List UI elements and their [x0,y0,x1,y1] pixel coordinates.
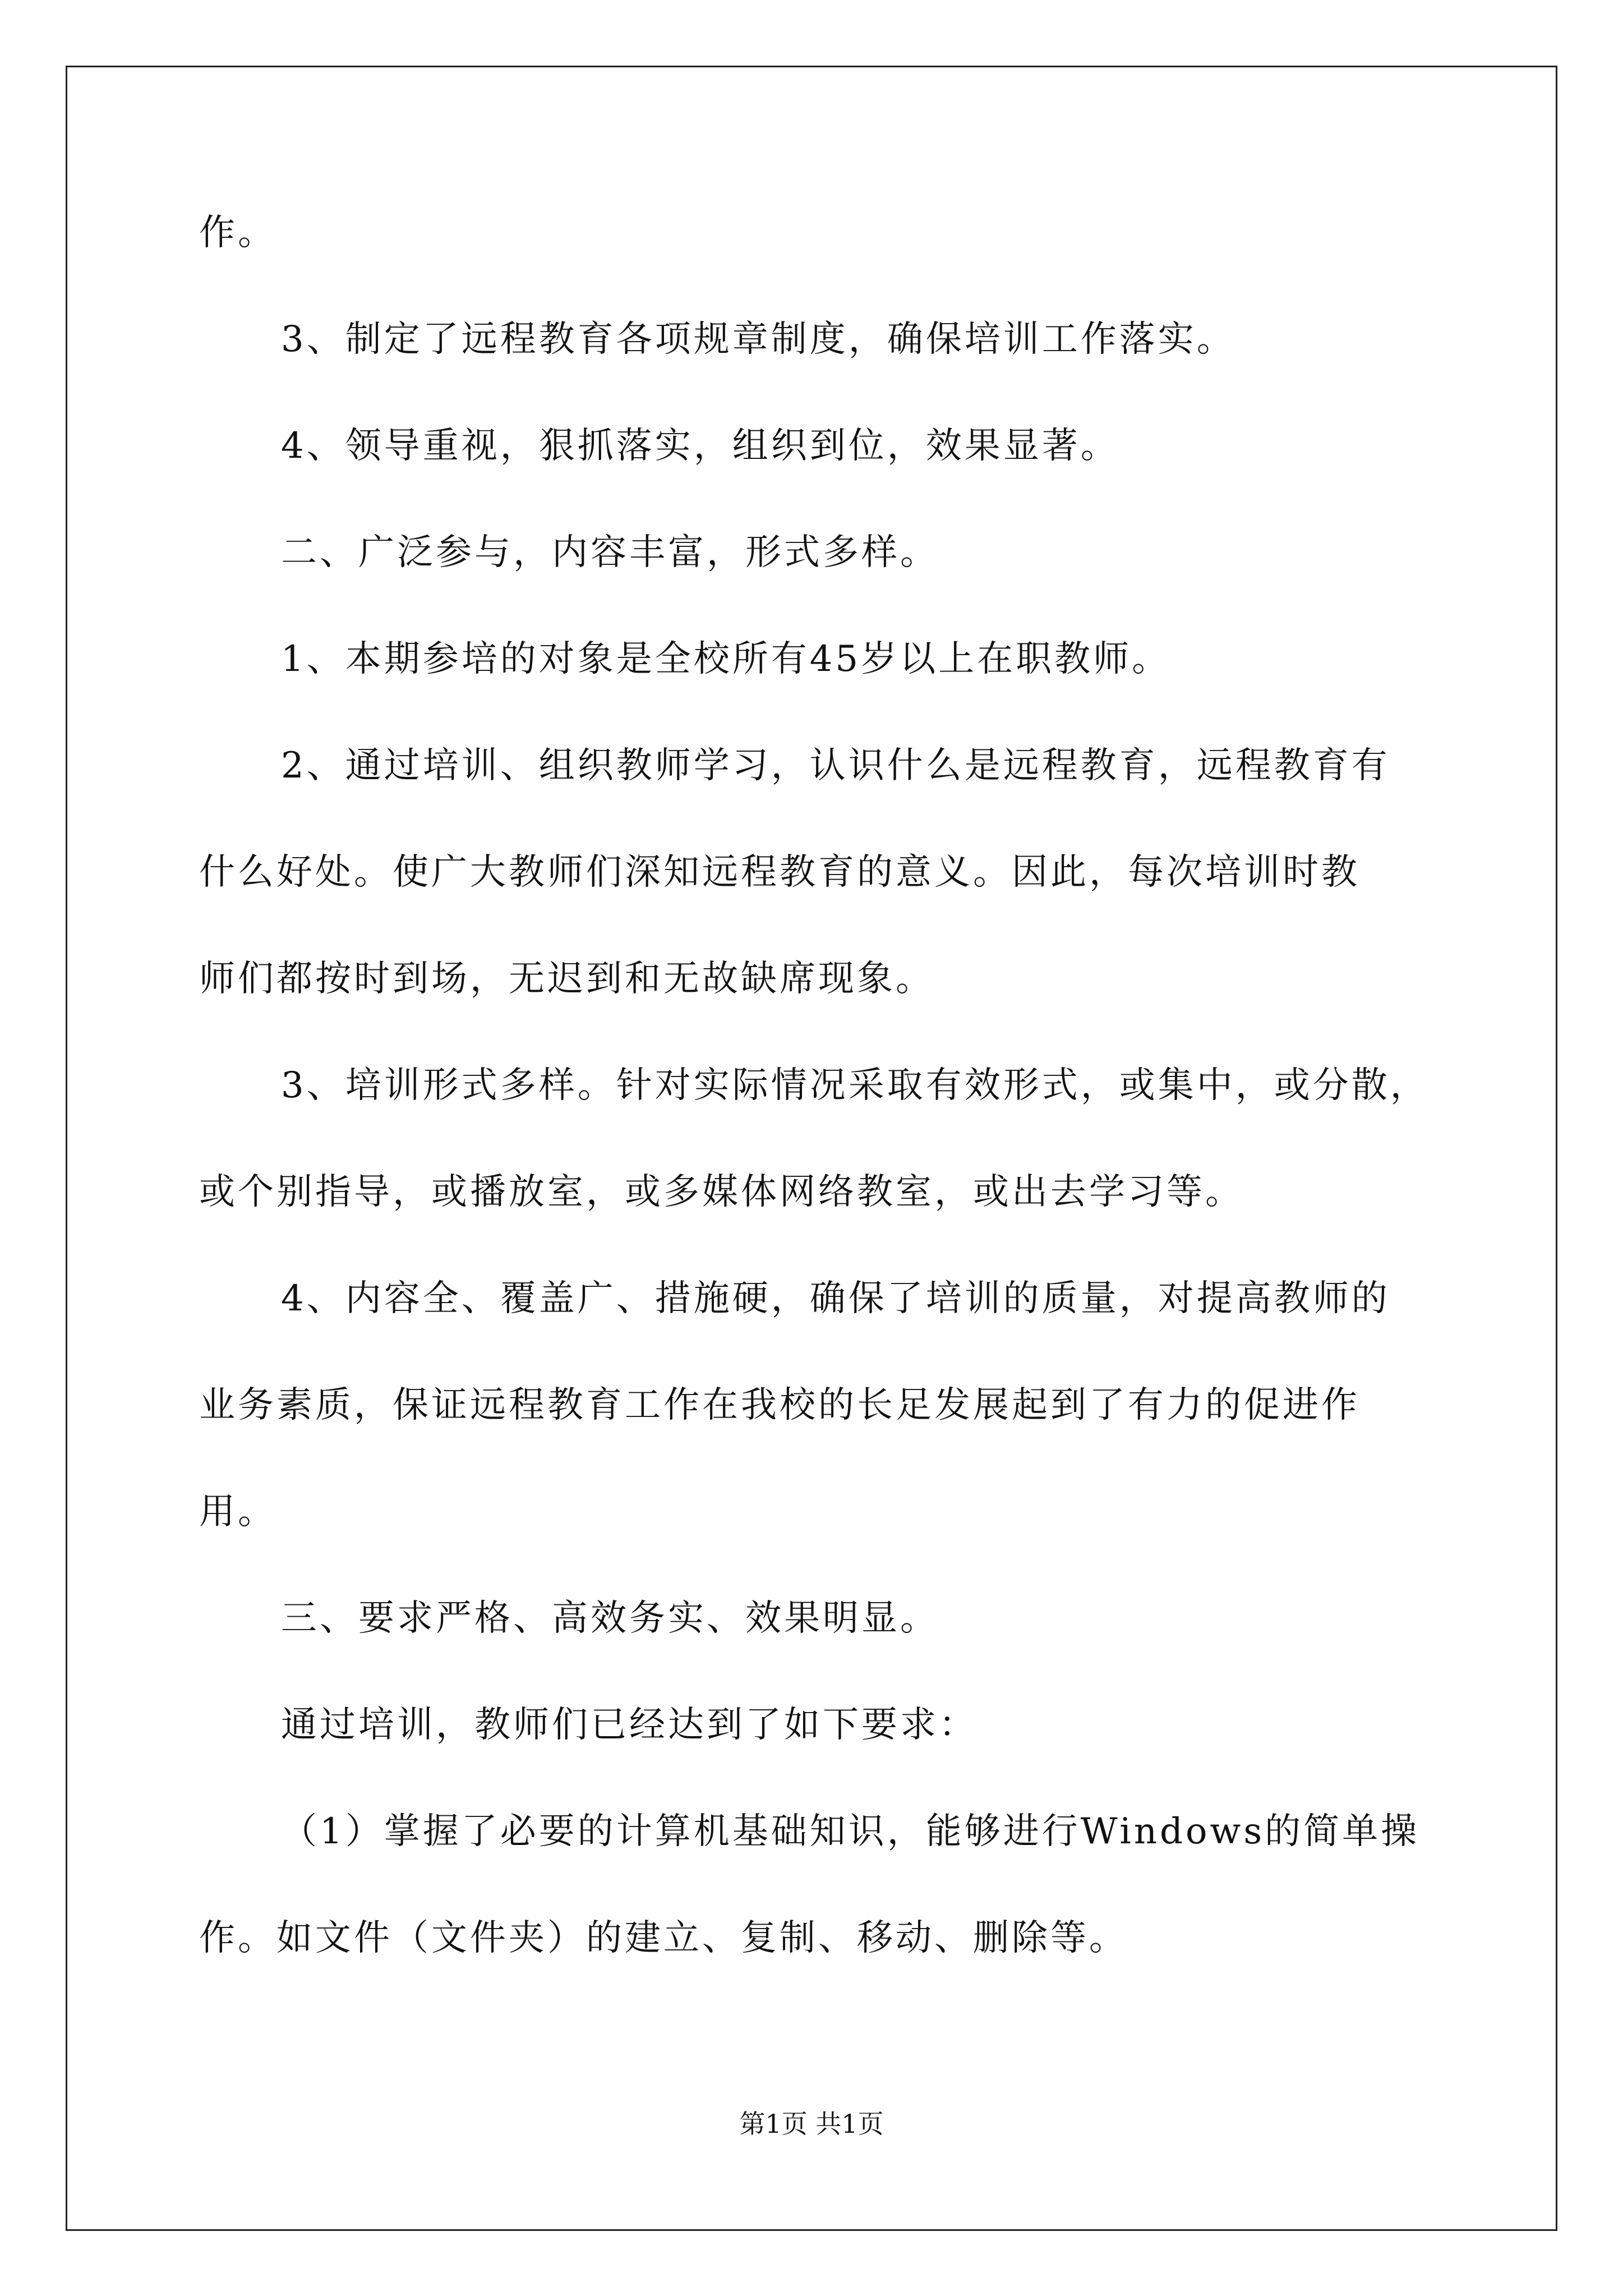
text-line: 1、本期参培的对象是全校所有45岁以上在职教师。 [281,638,1171,680]
text-line: 通过培训，教师们已经达到了如下要求： [281,1704,978,1746]
text-line: 或个别指导，或播放室，或多媒体网络教室，或出去学习等。 [199,1171,1244,1213]
text-line: 什么好处。使广大教师们深知远程教育的意义。因此，每次培训时教 [199,852,1360,893]
text-line: （1）掌握了必要的计算机基础知识，能够进行Windows的简单操 [281,1811,1420,1852]
text-line: 3、培训形式多样。针对实际情况采取有效形式，或集中，或分散， [281,1065,1429,1106]
text-line: 4、领导重视，狠抓落实，组织到位，效果显著。 [281,425,1119,467]
text-line: 师们都按时到场，无迟到和无故缺席现象。 [199,958,934,1000]
text-line: 业务素质，保证远程教育工作在我校的长足发展起到了有力的促进作 [199,1384,1360,1426]
page-border [66,66,1557,2231]
text-line: 2、通过培训、组织教师学习，认识什么是远程教育，远程教育有 [281,745,1390,786]
section-heading: 二、广泛参与，内容丰富，形式多样。 [281,532,939,573]
page-number: 第1页 共1页 [739,2109,884,2139]
text-line: 3、制定了远程教育各项规章制度，确保培训工作落实。 [281,319,1235,360]
text-line: 用。 [199,1491,276,1533]
section-heading: 三、要求严格、高效务实、效果明显。 [281,1598,939,1639]
text-line: 作。如文件（文件夹）的建立、复制、移动、删除等。 [199,1917,1128,1959]
text-line: 4、内容全、覆盖广、措施硬，确保了培训的质量，对提高教师的 [281,1278,1390,1319]
text-line: 作。 [199,212,276,254]
